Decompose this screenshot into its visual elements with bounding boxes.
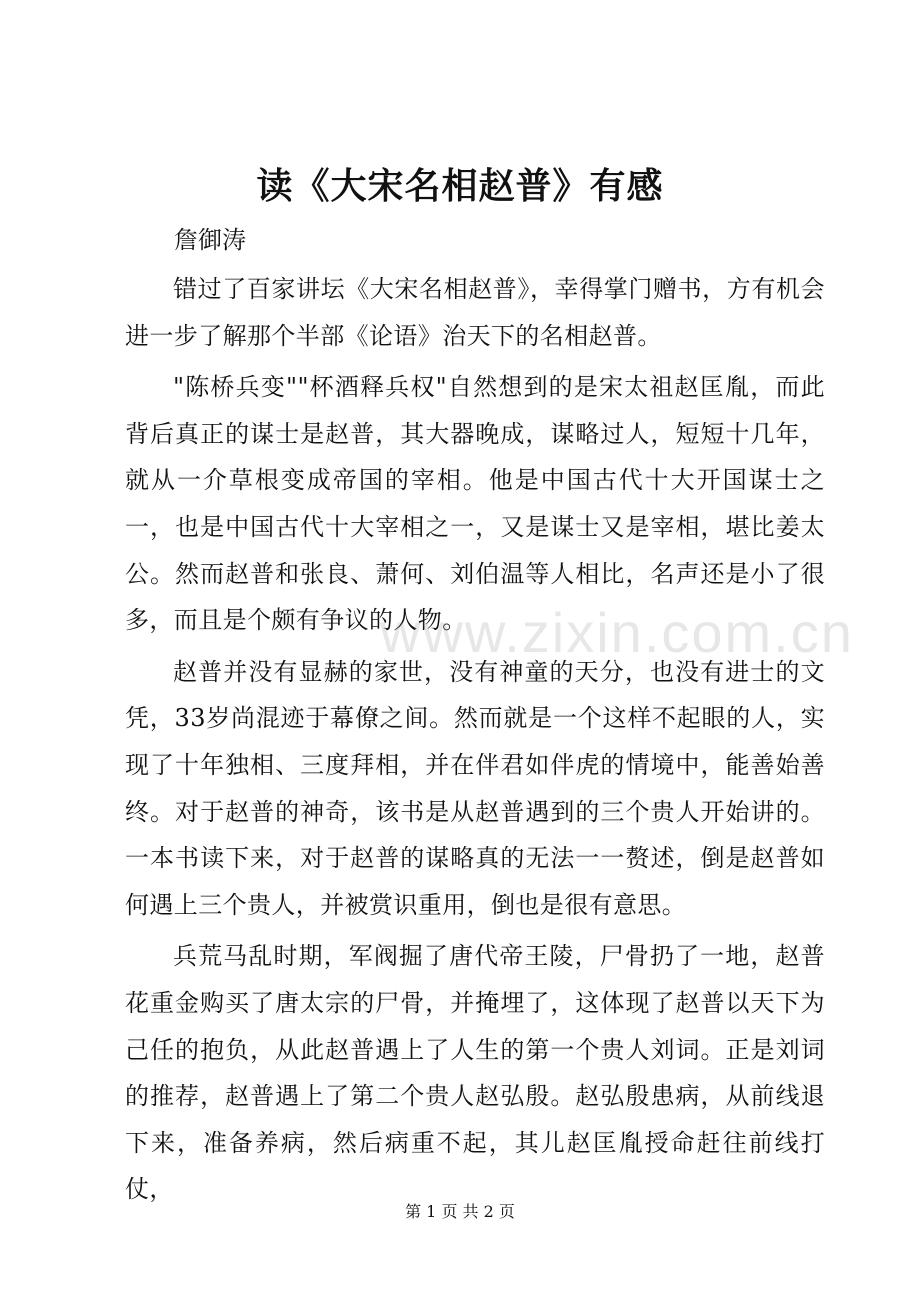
paragraph: 错过了百家讲坛《大宋名相赵普》，幸得掌门赠书，方有机会进一步了解那个半部《论语》治天下的名相赵普。 <box>125 275 825 350</box>
document-body <box>125 266 825 1218</box>
document-title: 读《大宋名相赵普》有感 <box>256 165 664 207</box>
author-name: 詹御涛 <box>174 226 246 254</box>
page-footer: 第 1 页 共 2 页 <box>405 1202 515 1221</box>
paragraph: "陈桥兵变""杯酒释兵权"自然想到的是宋太祖赵匡胤，而此背后真正的谋士是赵普，其大器晚成，谋略过人，短短十几年，就从一介草根变成帝国的宰相。他是中国古代十大开国谋士之一，也是中国古代十大宰相之一，又是谋士又是宰相，堪比姜太公。然而赵普和张良、萧何、刘伯温等人相比，名声还是小了很多，而且是个颇有争议的人物。 <box>125 373 825 635</box>
watermark: www.zixin.com.cn <box>380 601 854 664</box>
paragraph: 赵普并没有显赫的家世，没有神童的天分，也没有进士的文凭，33岁尚混迹于幕僚之间。然而就是一个这样不起眼的人，实现了十年独相、三度拜相，并在伴君如伴虎的情境中，能善始善终。对于赵普的神奇，该书是从赵普遇到的三个贵人开始讲的。一本书读下来，对于赵普的谋略真的无法一一赘述，倒是赵普如何遇上三个贵人，并被赏识重用，倒也是很有意思。 <box>125 657 825 919</box>
paragraph: 兵荒马乱时期，军阀掘了唐代帝王陵，尸骨扔了一地，赵普花重金购买了唐太宗的尸骨，并掩埋了，这体现了赵普以天下为己任的抱负，从此赵普遇上了人生的第一个贵人刘词。正是刘词的推荐，赵普遇上了第二个贵人赵弘殷。赵弘殷患病，从前线退下来，准备养病，然后病重不起，其儿赵匡胤授命赶往前线打仗， <box>125 942 825 1204</box>
